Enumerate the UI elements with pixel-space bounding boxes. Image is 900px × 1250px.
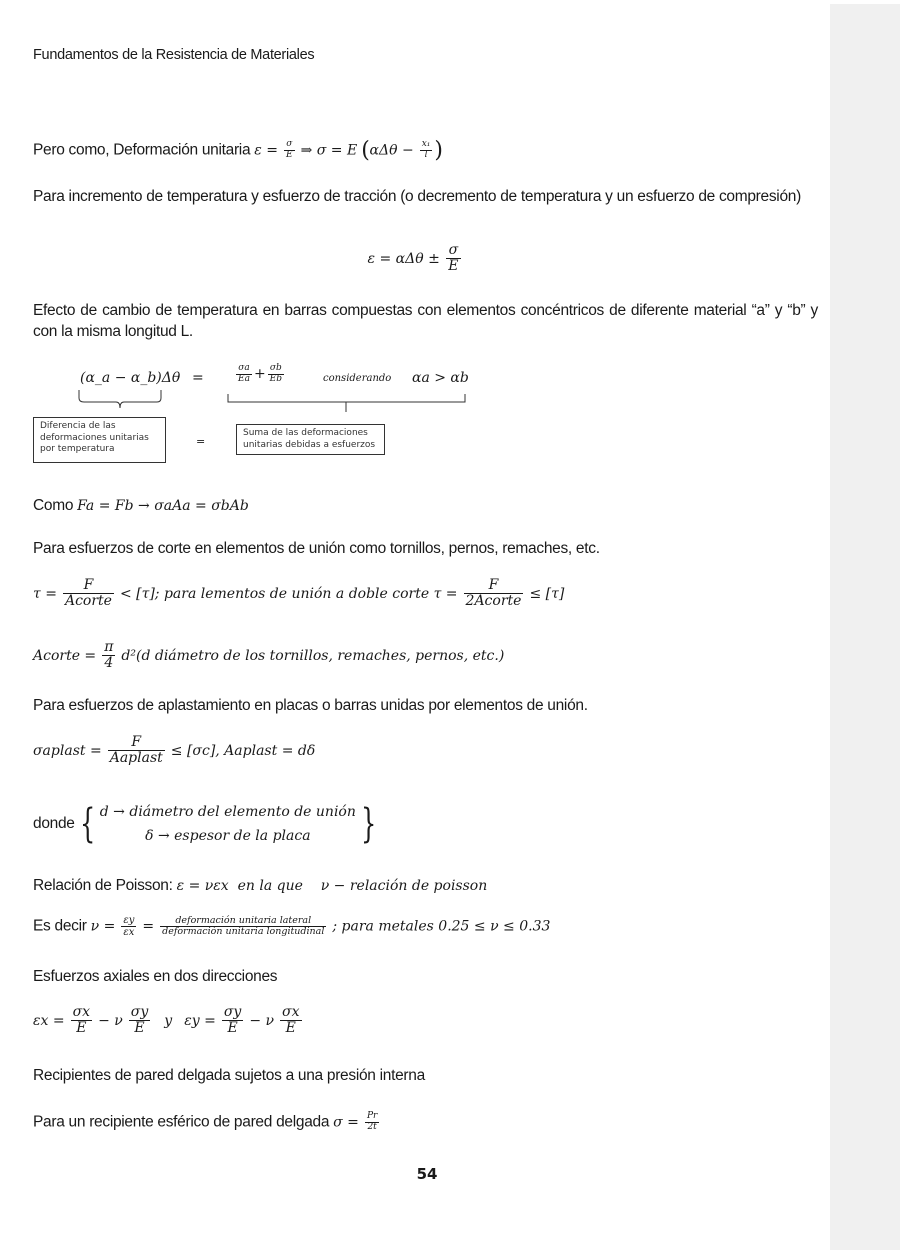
fraction: $\frac{\sigma y}{E}$ bbox=[130, 1004, 149, 1037]
paragraph-recipientes: Recipientes de pared delgada sujetos a una presión interna bbox=[33, 1067, 425, 1084]
box-suma: Suma de las deformaciones unitarias debidas a esfuerzos bbox=[236, 424, 385, 455]
paragraph-corte: Para esfuerzos de corte en elementos de unión como tornillos, pernos, remaches, etc. bbox=[33, 540, 600, 557]
paragraph-es-decir: Es decir ν = $\frac{\varepsilon y}{\varepsilon x}$ = $\frac{\text{deformación unitaria lateral}}{\text{deformación unitaria longitudinal}}$ ; para metales 0.25 ≤ ν ≤ 0.33 bbox=[33, 914, 551, 938]
fraction: $\frac{\sigma}{E}$ bbox=[286, 139, 293, 160]
equation-aplastamiento: σaplast = $\frac{F}{\text{Aaplast}}$ ≤ [σc], Aaplast = dδ bbox=[33, 734, 316, 767]
equation-strain: ε = αΔθ ± $\frac{\sigma}{E}$ bbox=[367, 242, 459, 275]
paragraph-barras-compuestas: Efecto de cambio de temperatura en barras compuestas con elementos concéntricos de diferente material “a” y “b” y con la misma longitud L. bbox=[33, 302, 818, 340]
paragraph-poisson: Relación de Poisson: ε = νεx en la que ν − relación de poisson bbox=[33, 877, 488, 894]
fraction: $\frac{\pi}{4}$ bbox=[104, 639, 114, 672]
diagram-condition: αa > αb bbox=[412, 370, 469, 386]
diagram-sum-fractions: $\frac{\sigma a}{Ea}$ + $\frac{\sigma b}{Eb}$ bbox=[238, 363, 283, 384]
fraction: $\frac{\text{deformación unitaria lateral}}{\text{deformación unitaria longitudinal}}$ bbox=[162, 914, 325, 937]
fraction: $\frac{\sigma}{E}$ bbox=[448, 242, 459, 275]
right-brace-icon: } bbox=[360, 801, 376, 847]
fraction: $\frac{F}{\text{2Acorte}}$ bbox=[465, 577, 522, 610]
box-equals: = bbox=[196, 435, 206, 448]
paragraph-incremento: Para incremento de temperatura y esfuerzo de tracción (o decremento de temperatura y un esfuerzo de compresión) bbox=[33, 188, 801, 205]
deformation-diagram bbox=[0, 360, 500, 470]
equation-area-corte: Acorte = $\frac{\pi}{4}$ d²(d diámetro de los tornillos, remaches, pernos, etc.) bbox=[33, 639, 505, 672]
paragraph-deformacion: Pero como, Deformación unitaria ε = $\frac{\sigma}{E}$ ⇒ σ = E (αΔθ − $\frac{\text{x₁}}{l}$ ) bbox=[33, 138, 443, 163]
diagram-equals: = bbox=[192, 370, 204, 386]
left-bracket bbox=[79, 390, 161, 408]
fraction: $\frac{\varepsilon y}{\varepsilon x}$ bbox=[123, 915, 135, 938]
paragraph-donde: donde { d → diámetro del elemento de unión δ → espesor de la placa } bbox=[33, 801, 376, 847]
fraction: $\frac{\sigma x}{E}$ bbox=[282, 1004, 300, 1037]
right-bracket bbox=[228, 394, 465, 412]
fraction: $\frac{\sigma a}{Ea}$ bbox=[238, 363, 250, 384]
running-header: Fundamentos de la Resistencia de Materiales bbox=[33, 47, 315, 63]
paragraph-recipiente-esferico: Para un recipiente esférico de pared delgada σ = $\frac{Pr}{2t}$ bbox=[33, 1111, 378, 1132]
equation-biaxial: εx = $\frac{\sigma x}{E}$ − ν $\frac{\sigma y}{E}$ y εy = $\frac{\sigma y}{E}$ − ν $\frac{\sigma x}{E}$ bbox=[33, 1004, 300, 1037]
fraction: $\frac{\sigma b}{Eb}$ bbox=[269, 363, 283, 384]
diagram-left-expression: (α_a − α_b)Δθ bbox=[80, 370, 181, 386]
box-diferencia: Diferencia de las deformaciones unitarias por temperatura bbox=[33, 417, 166, 463]
fraction: $\frac{\text{x₁}}{l}$ bbox=[421, 139, 431, 160]
fraction: $\frac{\sigma x}{E}$ bbox=[72, 1004, 91, 1037]
left-brace-icon: { bbox=[79, 801, 95, 847]
page-number: 54 bbox=[416, 1165, 438, 1183]
right-margin-panel bbox=[830, 4, 900, 1250]
fraction: $\frac{\sigma y}{E}$ bbox=[223, 1004, 242, 1037]
paragraph-como: Como Fa = Fb → σaAa = σbAb bbox=[33, 497, 249, 514]
paragraph-aplastamiento: Para esfuerzos de aplastamiento en placas o barras unidas por elementos de unión. bbox=[33, 697, 588, 714]
fraction: $\frac{Pr}{2t}$ bbox=[366, 1111, 378, 1132]
paragraph-esfuerzos-axiales: Esfuerzos axiales en dos direcciones bbox=[33, 968, 278, 985]
equation-shear: τ = $\frac{F}{\text{Acorte}}$ < [τ]; para lementos de unión a doble corte τ = $\frac{F}{\text{2Acorte}}$ ≤ [τ] bbox=[33, 577, 565, 610]
diagram-considerando: considerando bbox=[323, 373, 392, 384]
fraction: $\frac{F}{\text{Acorte}}$ bbox=[64, 577, 112, 610]
fraction: $\frac{F}{\text{Aaplast}}$ bbox=[109, 734, 163, 767]
